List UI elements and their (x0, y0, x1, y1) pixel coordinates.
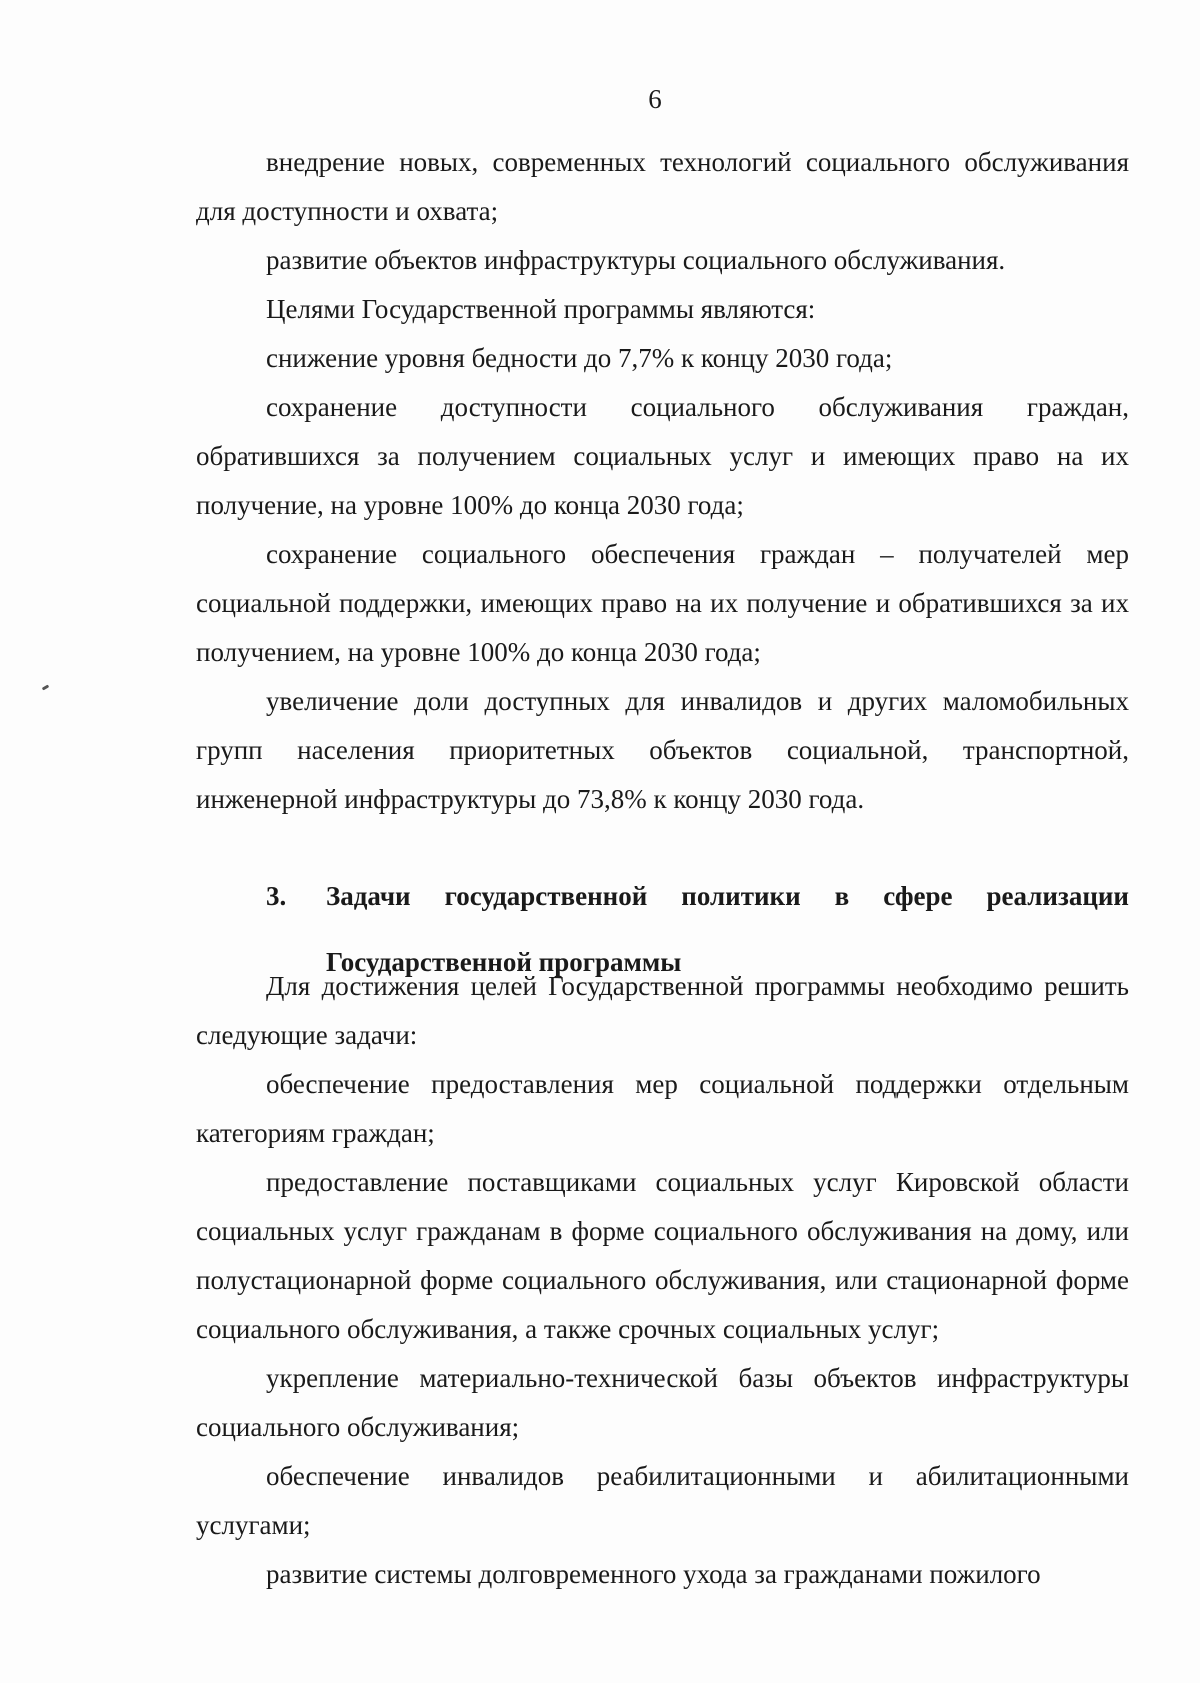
paragraph-2: развитие объектов инфраструктуры социального обслуживания. (266, 245, 1006, 275)
paragraph-1: внедрение новых, современных технологий социального обслуживания для доступности и охвата; (196, 147, 1129, 226)
paragraph-6: сохранение социального обеспечения граждан – получателей мер социальной поддержки, имеющих право на их получение и обратившихся за их получением, на уровне 100% до конца 2030 года; (196, 539, 1129, 667)
page-number: 6 (648, 84, 662, 114)
section-paragraph-2: обеспечение предоставления мер социальной поддержки отдельным категориям граждан; (196, 1069, 1129, 1148)
section-paragraph-5: обеспечение инвалидов реабилитационными и абилитационными услугами; (196, 1461, 1129, 1540)
paragraph-4: снижение уровня бедности до 7,7% к концу 2030 года; (266, 343, 893, 373)
section-paragraph-1: Для достижения целей Государственной программы необходимо решить следующие задачи: (196, 971, 1129, 1050)
section-title-line-1: Задачи государственной политики в сфере реализации (326, 881, 1129, 911)
scan-speck (42, 684, 50, 690)
paragraph-5: сохранение доступности социального обслуживания граждан, обратившихся за получением социальных услуг и имеющих право на их получение, на уровне 100% до конца 2030 года; (196, 392, 1129, 520)
section-paragraph-6: развитие системы долговременного ухода за гражданами пожилого (266, 1559, 1041, 1589)
section-title-line-2: Государственной программы (326, 947, 682, 977)
section-paragraph-4: укрепление материально-технической базы объектов инфраструктуры социального обслуживания; (196, 1363, 1129, 1442)
paragraph-3: Целями Государственной программы являются: (266, 294, 816, 324)
section-paragraph-3: предоставление поставщиками социальных услуг Кировской области социальных услуг гражданам в форме социального обслуживания на дому, или полустационарной форме социального обслуживания, или стационарной форме социального обслуживания, а также срочных социальных услуг; (196, 1167, 1129, 1344)
section-number: 3. (266, 881, 287, 911)
paragraph-7: увеличение доли доступных для инвалидов и других маломобильных групп населения приоритетных объектов социальной, транспортной, инженерной инфраструктуры до 73,8% к концу 2030 года. (196, 686, 1129, 814)
